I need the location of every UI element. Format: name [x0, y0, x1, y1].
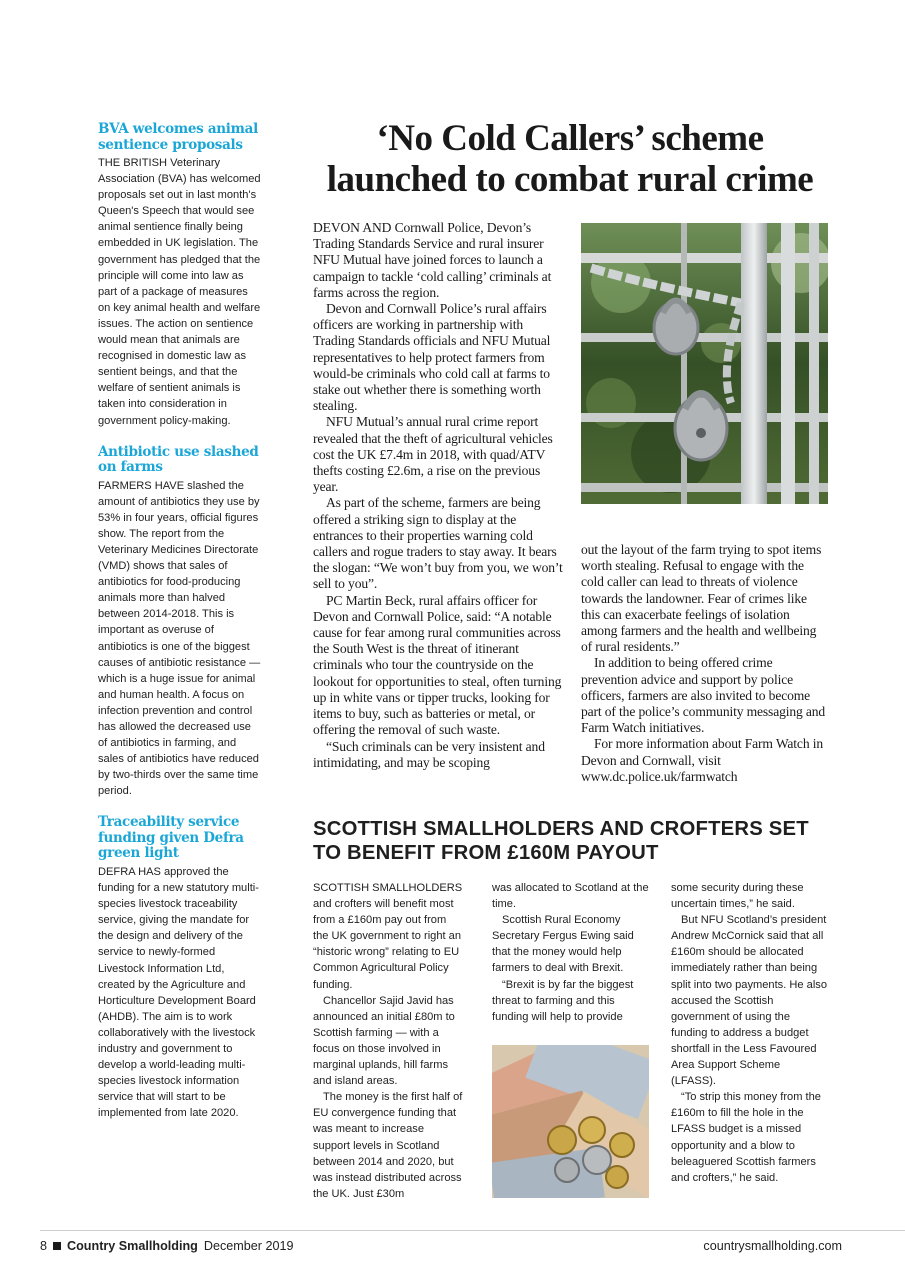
article2-paragraph: “Brexit is by far the biggest threat to farming and this funding will help to provide — [492, 978, 634, 1023]
article2-paragraph: was allocated to Scotland at the time. — [492, 882, 649, 911]
page-number: 8 — [40, 1239, 48, 1253]
article-paragraph: NFU Mutual’s annual rural crime report revealed that the theft of agricultural vehicles cost the UK £7.4m in 2018, with quad/ATV thefts costing £2.6m, a rise on the previous year. — [313, 414, 553, 495]
article-paragraph: PC Martin Beck, rural affairs officer for Devon and Cornwall Police, said: “A notable cause for fear among rural communities across the South West is the threat of itinerant criminals who tour the countryside on the lookout for opportunities to steal, often turning up in white vans or tipper trucks, looking for items to buy, such as batteries or metal, or offering the removal of such waste. — [313, 592, 562, 738]
banknotes-coins-illustration — [492, 1045, 649, 1198]
article-paragraph: Devon and Cornwall Police’s rural affairs officers are working in partnership with Trading Standards officials and NFU Mutual representatives to help protect farmers from would-be criminals who cold call at farms to stake out whether there is something worth stealing. — [313, 301, 551, 414]
banknotes-coins-photo — [492, 1045, 649, 1198]
sidebar-story-body: FARMERS HAVE slashed the amount of antibiotics they use by 53% in four years, official figures show. The report from the Veterinary Medicines Directorate (VMD) shows that sales of antibiotics for food-producing animals more than halved between 2014-2018. This is important as overuse of antibiotics is one of the biggest causes of antibiotic resistance — which is a huge issue for animal and human health. A focus on infection prevention and control has allowed the decreased use of antibiotics in farming, and sales of antibiotics have reduced by two-thirds over the same time period. — [98, 479, 261, 798]
sidebar-story — [98, 445, 263, 800]
sidebar-story-body: DEFRA HAS approved the funding for a new statutory multi-species livestock traceability service, giving the mandate for the design and delivery of the service to newly-formed Livestock Information Ltd, created by the Agriculture and Horticulture Development Board (AHDB). The aim is to work collaboratively with the livestock industry and government to develop a world-leading multi-species livestock information service that will start to be implemented from late 2020. — [98, 865, 259, 1120]
article-paragraph: For more information about Farm Watch in Devon and Cornwall, visit www.dc.police.uk/farmwatch — [581, 736, 823, 784]
issue-date: December 2019 — [203, 1239, 294, 1253]
article-paragraph: “Such criminals can be very insistent and intimidating, and may be scoping — [313, 738, 545, 770]
article2-title: SCOTTISH SMALLHOLDERS AND CROFTERS SET TO BENEFIT FROM £160M PAYOUT — [313, 818, 809, 864]
square-bullet-icon — [53, 1242, 61, 1250]
article2-paragraph: “To strip this money from the £160m to fill the hole in the LFASS budget is a missed opportunity and a blow to beleaguered Scottish farmers and crofters,” he said. — [671, 1091, 821, 1184]
article2-column-3 — [671, 880, 828, 1186]
article-column-2 — [581, 542, 828, 785]
article-paragraph: out the layout of the farm trying to spot items worth stealing. Refusal to engage with the cold caller can lead to threats of violence towards the landowner. Fear of crimes like this can exacerbate feelings of isolation among farmers and the health and wellbeing of rural residents.” — [581, 542, 822, 655]
sidebar-story — [98, 815, 263, 1121]
padlock-gate-illustration — [581, 223, 828, 504]
article-title: ‘No Cold Callers’ scheme launched to combat rural crime — [326, 118, 814, 200]
sidebar-story-heading: BVA welcomes animal sentience proposals — [98, 121, 258, 153]
sidebar-story-body: THE BRITISH Veterinary Association (BVA) has welcomed proposals set out in last month's Queen's Speech that would see animal sentience finally being embedded in UK legislation. The government has pledged that the principle will come into law as part of a package of measures on key animal health and welfare issues. The action on sentience would mean that animals are recognised in domestic law as sentient beings, and that the welfare of sentient animals is taken into consideration in government policy-making. — [98, 157, 261, 427]
article2-paragraph: But NFU Scotland’s president Andrew McCornick said that all £160m should be allocated immediately rather than being split into two payments. He also accused the Scottish government of using the funding to address a budget shortfall in the Less Favoured Area Support Scheme (LFASS). — [671, 914, 828, 1088]
article2-paragraph: Scottish Rural Economy Secretary Fergus Ewing said that the money would help farmers to deal with Brexit. — [492, 914, 634, 975]
padlock-gate-photo — [581, 223, 828, 504]
article2-paragraph: SCOTTISH SMALLHOLDERS and crofters will benefit most from a £160m pay out from the UK government to right an “historic wrong” relating to EU Common Agricultural Policy funding. — [313, 882, 463, 991]
article2-paragraph: Chancellor Sajid Javid has announced an initial £80m to Scottish farming — with a focus on those involved in marginal uplands, hill farms and island areas. — [313, 994, 455, 1088]
footer-website: countrysmallholding.com — [703, 1239, 842, 1253]
sidebar-story — [98, 122, 263, 429]
article2-column-1 — [313, 880, 463, 1202]
article-paragraph: DEVON AND Cornwall Police, Devon’s Trading Standards Service and rural insurer NFU Mutual have joined forces to launch a campaign to tackle ‘cold calling’ criminals at farms across the region. — [313, 220, 552, 300]
article-paragraph: In addition to being offered crime prevention advice and support by police officers, farmers are also invited to become part of the police’s community messaging and Farm Watch initiatives. — [581, 655, 826, 736]
article2-paragraph: The money is the first half of EU convergence funding that was meant to increase support levels in Scotland between 2014 and 2020, but was instead distributed across the UK. Just £30m — [313, 1091, 463, 1200]
sidebar-news — [98, 122, 263, 1137]
sidebar-story-heading: Traceability service funding given Defra green light — [98, 814, 244, 862]
article-paragraph: As part of the scheme, farmers are being offered a striking sign to display at the entrances to their properties warning cold callers and rogue traders to stay away. It bears the slogan: “We won’t buy from you, we won’t sell to you”. — [313, 495, 563, 592]
article2-column-2 — [492, 880, 652, 1025]
footer-divider — [40, 1230, 905, 1231]
article-column-1 — [313, 220, 563, 771]
footer-left — [40, 1239, 293, 1253]
magazine-name: Country Smallholding — [67, 1239, 198, 1253]
article2-paragraph: some security during these uncertain times,” he said. — [671, 882, 804, 911]
sidebar-story-heading: Antibiotic use slashed on farms — [98, 443, 259, 476]
